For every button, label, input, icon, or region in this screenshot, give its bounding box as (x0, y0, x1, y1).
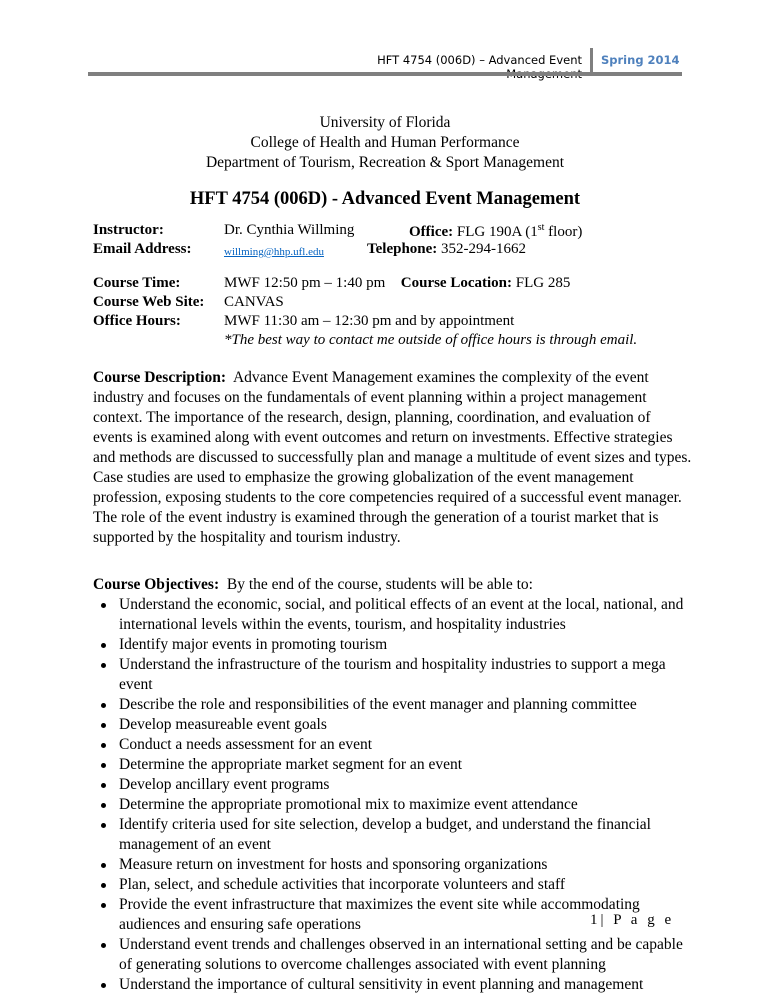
page-label: | P a g e (600, 912, 675, 928)
office-label: Office: (409, 224, 454, 240)
page-footer (590, 912, 674, 929)
page-number: 1 (590, 912, 601, 928)
list-item: Understand the economic, social, and political effects of an event at the local, national, and international levels within the events, tourism, and hospitality industries (93, 595, 693, 635)
list-item: Identify criteria used for site selection, develop a budget, and understand the financial management of an event (93, 815, 693, 855)
office-value: FLG 190A (1 (456, 224, 538, 240)
list-item: Determine the appropriate promotional mix to maximize event attendance (93, 795, 693, 815)
list-item: Identify major events in promoting tourism (93, 635, 693, 655)
list-item: Describe the role and responsibilities of the event manager and planning committee (93, 695, 693, 715)
course-objectives (93, 575, 693, 995)
list-item: Conduct a needs assessment for an event (93, 735, 693, 755)
office-line (409, 222, 582, 241)
office-superscript: st (537, 222, 545, 233)
university-name: University of Florida (319, 114, 451, 131)
department-name: Department of Tourism, Recreation & Sport Management (205, 154, 565, 171)
email-value-wrap (224, 243, 324, 260)
objectives-list (93, 595, 693, 995)
list-item: Develop ancillary event programs (93, 775, 693, 795)
course-objectives-label: Course Objectives: (93, 576, 220, 593)
list-item: Understand the infrastructure of the tourism and hospitality industries to support a mega event (93, 655, 693, 695)
course-time-label: Course Time: (93, 275, 181, 291)
office-hours-note: *The best way to contact me outside of office hours is through email. (224, 332, 638, 348)
course-title: HFT 4754 (006D) - Advanced Event Management (189, 189, 581, 209)
course-location-value: FLG 285 (515, 275, 571, 291)
list-item: Provide the event infrastructure that maximizes the event site while accommodating audiences and ensuring safe operations (93, 895, 693, 935)
course-website-label: Course Web Site: (93, 294, 205, 310)
course-website-value: CANVAS (224, 294, 284, 310)
list-item: Understand the importance of cultural sensitivity in event planning and management (93, 975, 693, 995)
list-item: Determine the appropriate market segment for an event (93, 755, 693, 775)
header-term: Spring 2014 (601, 53, 680, 67)
telephone-value: 352-294-1662 (441, 241, 527, 257)
header-course-title: HFT 4754 (006D) – Advanced Event (377, 53, 582, 67)
course-objectives-intro: By the end of the course, students will be able to: (226, 576, 533, 593)
instructor-value: Dr. Cynthia Willming (224, 222, 355, 238)
college-name: College of Health and Human Performance (250, 134, 520, 151)
list-item: Measure return on investment for hosts and sponsoring organizations (93, 855, 693, 875)
course-description (93, 368, 693, 548)
office-hours-value: MWF 11:30 am – 12:30 pm and by appointment (224, 313, 515, 329)
course-time-value: MWF 12:50 pm – 1:40 pm (224, 275, 386, 291)
course-location-label: Course Location: (400, 275, 513, 291)
instructor-label: Instructor: (93, 222, 164, 238)
course-description-label: Course Description: (93, 369, 227, 386)
course-description-text: Advance Event Management examines the complexity of the event industry and focuses on the fundamentals of event planning within a project management context. The importance of the research, design, planning, coordination, and evaluation of events is examined along with event outcomes and return on investments. Effective strategies and methods are discussed to successfully plan and manage a multitude of event sizes and types. Case studies are used to emphasize the growing globalization of the event management profession, exposing students to the core competencies required of a successful event manager. The role of the event industry is examined through the generation of a tourist market that is supported by the hospitality and tourism industry. (93, 369, 692, 546)
list-item: Understand event trends and challenges observed in an international setting and be capable of generating solutions to overcome challenges associated with event planning (93, 935, 693, 975)
email-label: Email Address: (93, 241, 192, 257)
list-item: Plan, select, and schedule activities that incorporate volunteers and staff (93, 875, 693, 895)
course-time-line (224, 275, 570, 292)
office-tail: floor) (544, 224, 583, 240)
course-objectives-heading (93, 575, 693, 595)
list-item: Develop measureable event goals (93, 715, 693, 735)
office-hours-label: Office Hours: (93, 313, 181, 329)
header-rule (88, 72, 682, 76)
telephone-label: Telephone: (367, 241, 438, 257)
header-separator (590, 48, 593, 72)
telephone-line (367, 241, 526, 258)
email-link[interactable]: willming@hhp.ufl.edu (224, 246, 324, 258)
